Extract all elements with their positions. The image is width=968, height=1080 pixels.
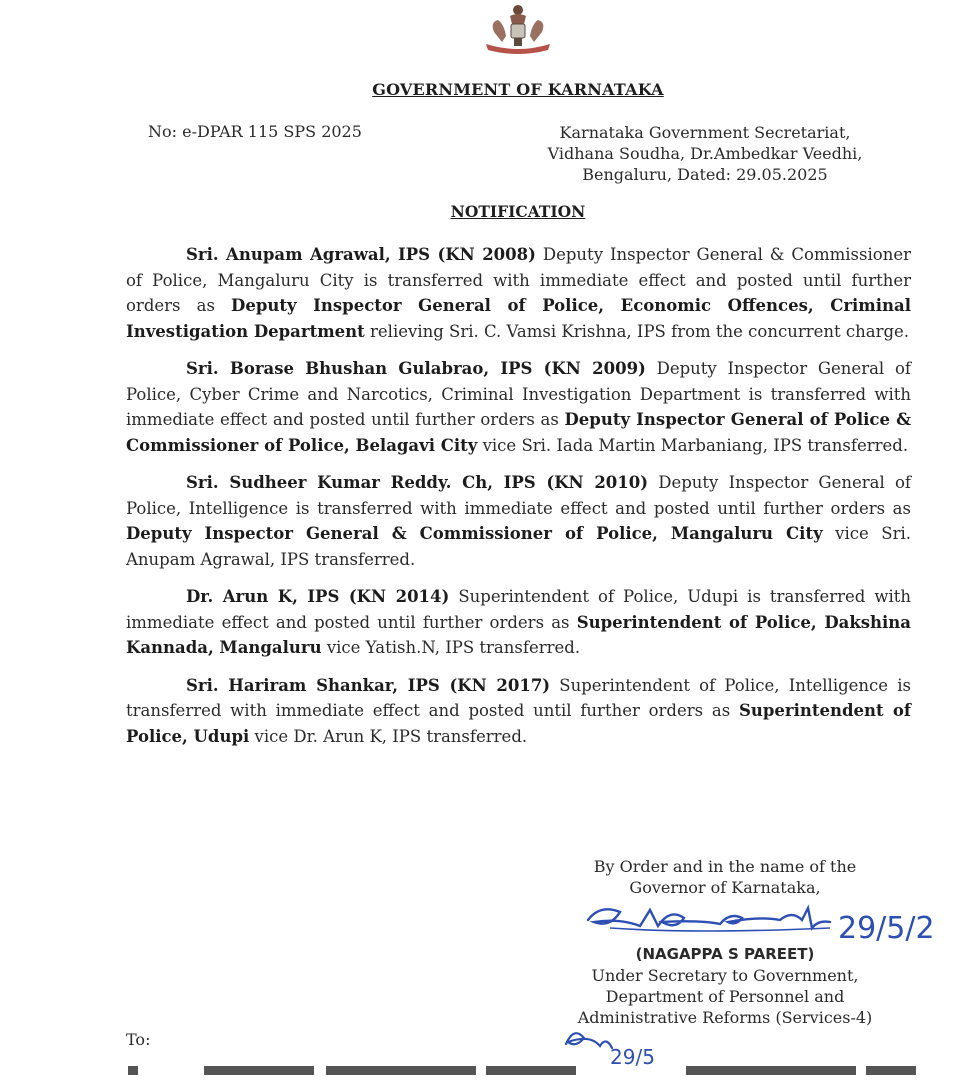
paragraph-text: vice Sri. Iada Martin Marbaniang, IPS transferred. [477, 435, 909, 455]
initials-date: 29/5 [610, 1045, 655, 1069]
signatory-designation: Under Secretary to Government, [591, 966, 859, 985]
officer-name: Sri. Sudheer Kumar Reddy. Ch, IPS (KN 2010) [186, 473, 649, 492]
transfer-paragraph [126, 673, 911, 750]
handwritten-date: 29/5/2 [838, 911, 935, 946]
notification-body [126, 242, 911, 761]
signatory-block [540, 944, 910, 1028]
paragraph-text: vice Dr. Arun K, IPS transferred. [249, 726, 528, 746]
order-authority [540, 856, 910, 898]
address-line: Vidhana Soudha, Dr.Ambedkar Veedhi, [547, 144, 863, 163]
order-line: By Order and in the name of the [593, 857, 857, 876]
new-posting: Superintendent of Police, Dakshina Kannada, Mangaluru [126, 612, 911, 657]
paragraph-text: Deputy Inspector General of Police, Cyber Crime and Narcotics, Criminal Investigation Department is transferred with immediate effect and posted until further orders as [126, 359, 911, 429]
paragraph-text: Superintendent of Police, Intelligence is transferred with immediate effect and posted until further orders as [126, 675, 911, 720]
transfer-paragraph [126, 584, 911, 661]
transfer-paragraph [126, 470, 911, 572]
address-line: Karnataka Government Secretariat, [559, 123, 851, 142]
office-address [505, 122, 905, 185]
address-line: Bengaluru, Dated: 29.05.2025 [582, 165, 828, 184]
new-posting: Deputy Inspector General of Police, Economic Offences, Criminal Investigation Department [126, 296, 911, 341]
cropped-text-line [126, 1066, 916, 1080]
signatory-department: Department of Personnel and [605, 987, 845, 1006]
handwritten-initials [560, 1024, 670, 1072]
paragraph-text: Deputy Inspector General & Commissioner of Police, Mangaluru City is transferred with immediate effect and posted until further orders as [126, 245, 911, 315]
state-emblem-icon [480, 2, 556, 60]
new-posting: Deputy Inspector General & Commissioner of Police, Mangaluru City [126, 524, 823, 543]
recipients-label: To: [126, 1030, 151, 1049]
transfer-paragraph [126, 356, 911, 458]
transfer-paragraph [126, 242, 911, 344]
notification-title: NOTIFICATION [450, 202, 586, 221]
paragraph-text: vice Sri. Anupam Agrawal, IPS transferred. [126, 524, 912, 569]
new-posting: Superintendent of Police, Udupi [126, 701, 911, 746]
officer-name: Sri. Anupam Agrawal, IPS (KN 2008) [186, 245, 536, 264]
signatory-department: Administrative Reforms (Services-4) [577, 1008, 873, 1027]
officer-name: Sri. Borase Bhushan Gulabrao, IPS (KN 2009) [186, 359, 646, 378]
signatory-name: (NAGAPPA S PAREET) [635, 945, 815, 963]
paragraph-text: vice Yatish.N, IPS transferred. [321, 638, 581, 657]
reference-number: No: e-DPAR 115 SPS 2025 [148, 122, 362, 141]
paragraph-text: Superintendent of Police, Udupi is transferred with immediate effect and posted until further orders as [126, 587, 912, 632]
paragraph-text: Deputy Inspector General of Police, Intelligence is transferred with immediate effect and posted until further orders as [126, 473, 911, 518]
order-line: Governor of Karnataka, [629, 878, 821, 897]
new-posting: Deputy Inspector General of Police & Commissioner of Police, Belagavi City [126, 410, 911, 455]
government-title: GOVERNMENT OF KARNATAKA [372, 80, 664, 99]
officer-name: Sri. Hariram Shankar, IPS (KN 2017) [186, 675, 551, 695]
paragraph-text: relieving Sri. C. Vamsi Krishna, IPS from the concurrent charge. [364, 321, 910, 341]
officer-name: Dr. Arun K, IPS (KN 2014) [186, 587, 450, 606]
